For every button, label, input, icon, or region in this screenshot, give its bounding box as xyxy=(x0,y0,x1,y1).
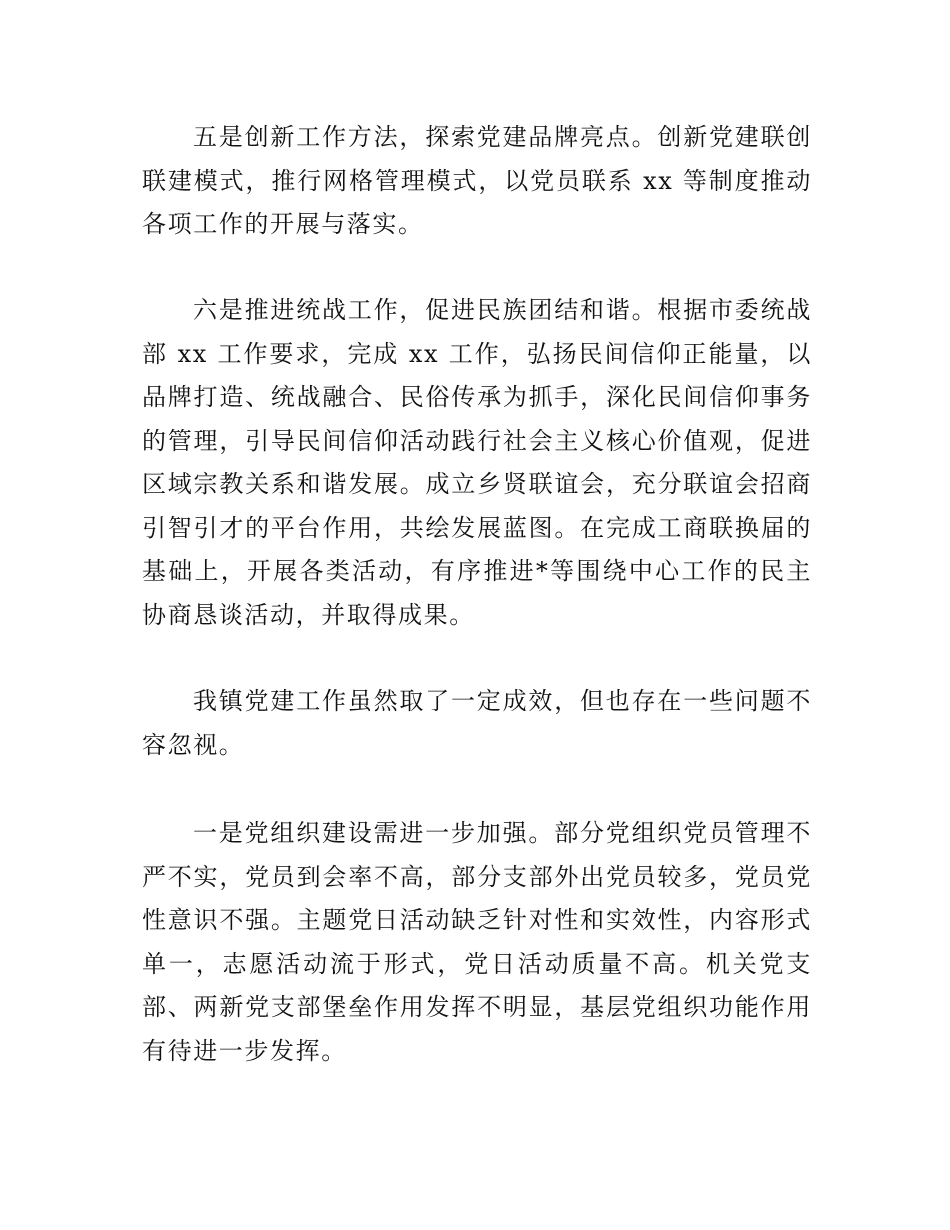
paragraph-party-organization-building: 一是党组织建设需进一步加强。部分党组织党员管理不严不实，党员到会率不高，部分支部外出党员较多，党员党性意识不强。主题党日活动缺乏针对性和实效性，内容形式单一，志愿活动流于形式，党日活动质量不高。机关党支部、两新党支部堡垒作用发挥不明显，基层党组织功能作用有待进一步发挥。 xyxy=(142,819,812,1065)
paragraph-united-front-work: 六是推进统战工作，促进民族团结和谐。根据市委统战部 xx 工作要求，完成 xx 工作，弘扬民间信仰正能量，以品牌打造、统战融合、民俗传承为抓手，深化民间信仰事务的管理，引导民间信仰活动践行社会主义核心价值观，促进区域宗教关系和谐发展。成立乡贤联谊会，充分联谊会招商引智引才的平台作用，共绘发展蓝图。在完成工商联换届的基础上，开展各类活动，有序推进*等围绕中心工作的民主协商恳谈活动，并取得成果。 xyxy=(142,296,812,629)
paragraph-innovation-methods: 五是创新工作方法，探索党建品牌亮点。创新党建联创联建模式，推行网格管理模式，以党员联系 xx 等制度推动各项工作的开展与落实。 xyxy=(142,123,812,238)
paragraph-problems-intro: 我镇党建工作虽然取了一定成效，但也存在一些问题不容忽视。 xyxy=(142,687,812,759)
